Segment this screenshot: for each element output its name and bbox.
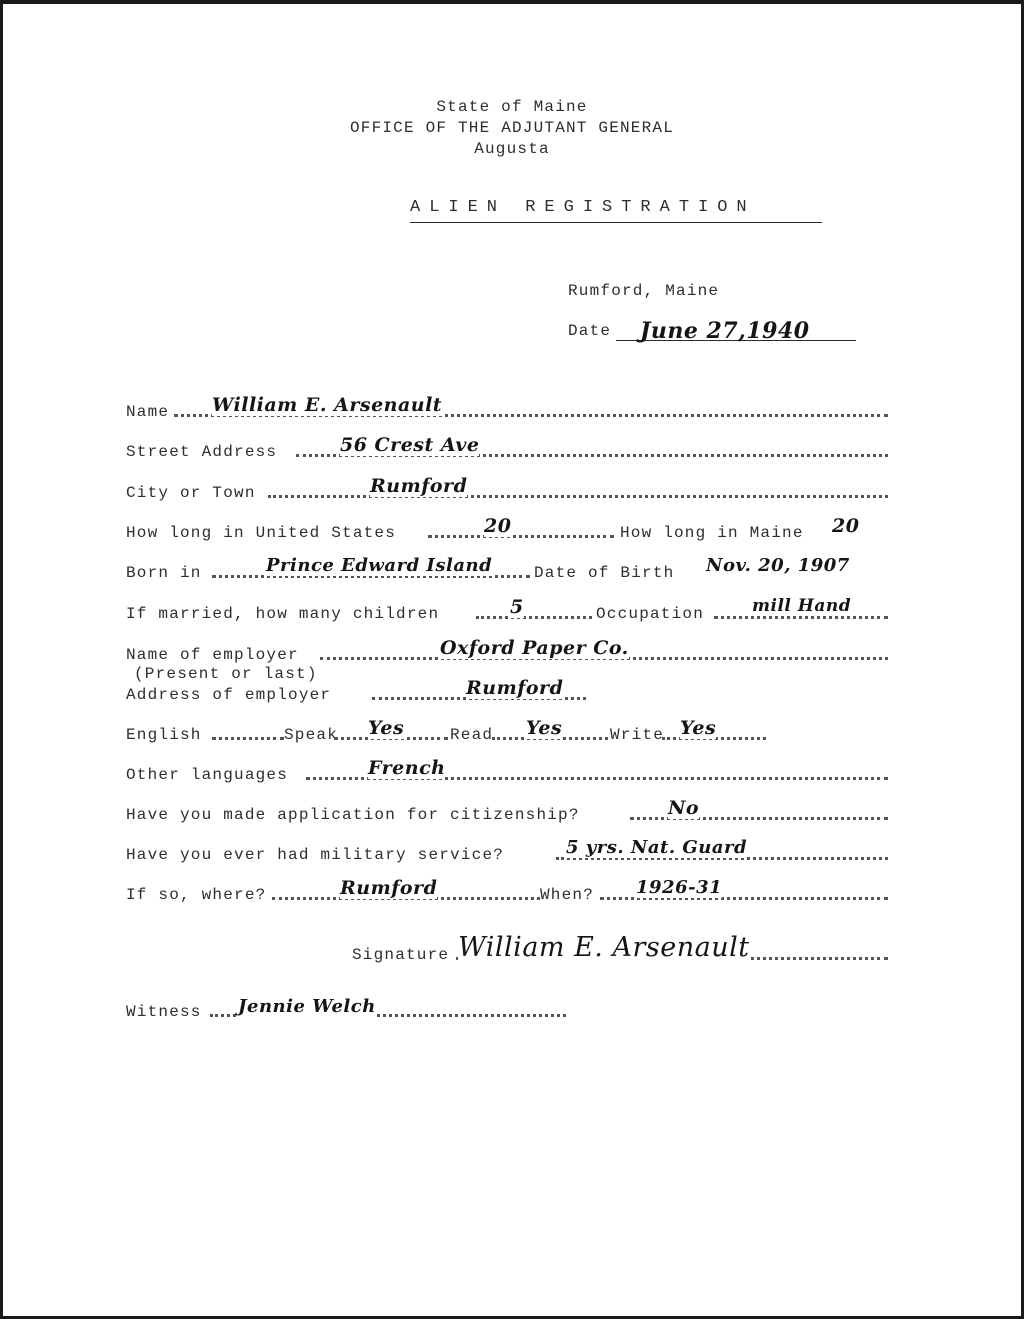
dob-value: Nov. 20, 1907 — [706, 555, 850, 576]
us-years-label: How long in United States — [126, 524, 397, 542]
employer-address-label: Address of employer — [126, 686, 332, 704]
english-leader — [212, 737, 284, 740]
location: Rumford, Maine — [568, 282, 720, 300]
name-value: William E. Arsenault — [212, 394, 443, 416]
city-value: Rumford — [370, 475, 468, 497]
dob-label: Date of Birth — [534, 564, 675, 582]
children-value: 5 — [510, 596, 524, 618]
date-label: Date — [568, 322, 612, 340]
signature-value: William E. Arsenault — [458, 932, 750, 963]
born-in-value: Prince Edward Island — [266, 555, 493, 576]
maine-years-label: How long in Maine — [620, 524, 804, 542]
header-city: Augusta — [474, 140, 550, 158]
children-label: If married, how many children — [126, 605, 440, 623]
date-value: June 27,1940 — [640, 318, 810, 344]
citizenship-label: Have you made application for citizenship? — [126, 806, 580, 824]
speak-label: Speak — [284, 726, 339, 744]
employer-value: Oxford Paper Co. — [440, 637, 629, 659]
occupation-label: Occupation — [596, 605, 705, 623]
occupation-value: mill Hand — [752, 596, 852, 616]
form-title: ALIEN REGISTRATION — [410, 198, 756, 217]
witness-value: Jennie Welch — [238, 996, 376, 1017]
read-value: Yes — [526, 717, 563, 739]
children-leader — [476, 616, 592, 619]
scan-edge-top — [0, 0, 1024, 4]
employer-sublabel: (Present or last) — [134, 665, 318, 683]
military-value: 5 yrs. Nat. Guard — [566, 837, 748, 858]
citizenship-value: No — [668, 797, 700, 819]
other-languages-value: French — [368, 757, 446, 779]
other-languages-label: Other languages — [126, 766, 289, 784]
name-label: Name — [126, 403, 170, 421]
us-years-leader — [428, 535, 614, 538]
city-leader — [268, 495, 888, 498]
header-office: OFFICE OF THE ADJUTANT GENERAL — [349, 119, 675, 137]
when-value: 1926-31 — [636, 877, 723, 898]
read-label: Read — [450, 726, 494, 744]
title-underline — [410, 222, 822, 223]
city-label: City or Town — [126, 484, 256, 502]
english-label: English — [126, 726, 202, 744]
header-state: State of Maine — [436, 98, 588, 116]
us-years-value: 20 — [484, 515, 512, 537]
when-label: When? — [540, 886, 595, 904]
witness-label: Witness — [126, 1003, 202, 1021]
maine-years-value: 20 — [832, 515, 860, 537]
where-label: If so, where? — [126, 886, 267, 904]
military-label: Have you ever had military service? — [126, 846, 505, 864]
occupation-leader — [714, 616, 888, 619]
employer-address-value: Rumford — [466, 677, 564, 699]
write-value: Yes — [680, 717, 717, 739]
street-label: Street Address — [126, 443, 278, 461]
born-in-label: Born in — [126, 564, 202, 582]
speak-value: Yes — [368, 717, 405, 739]
where-value: Rumford — [340, 877, 438, 899]
signature-label: Signature — [352, 946, 450, 964]
street-value: 56 Crest Ave — [340, 434, 480, 456]
scan-edge-left — [0, 0, 3, 1319]
write-label: Write — [610, 726, 665, 744]
employer-label: Name of employer — [126, 646, 299, 664]
